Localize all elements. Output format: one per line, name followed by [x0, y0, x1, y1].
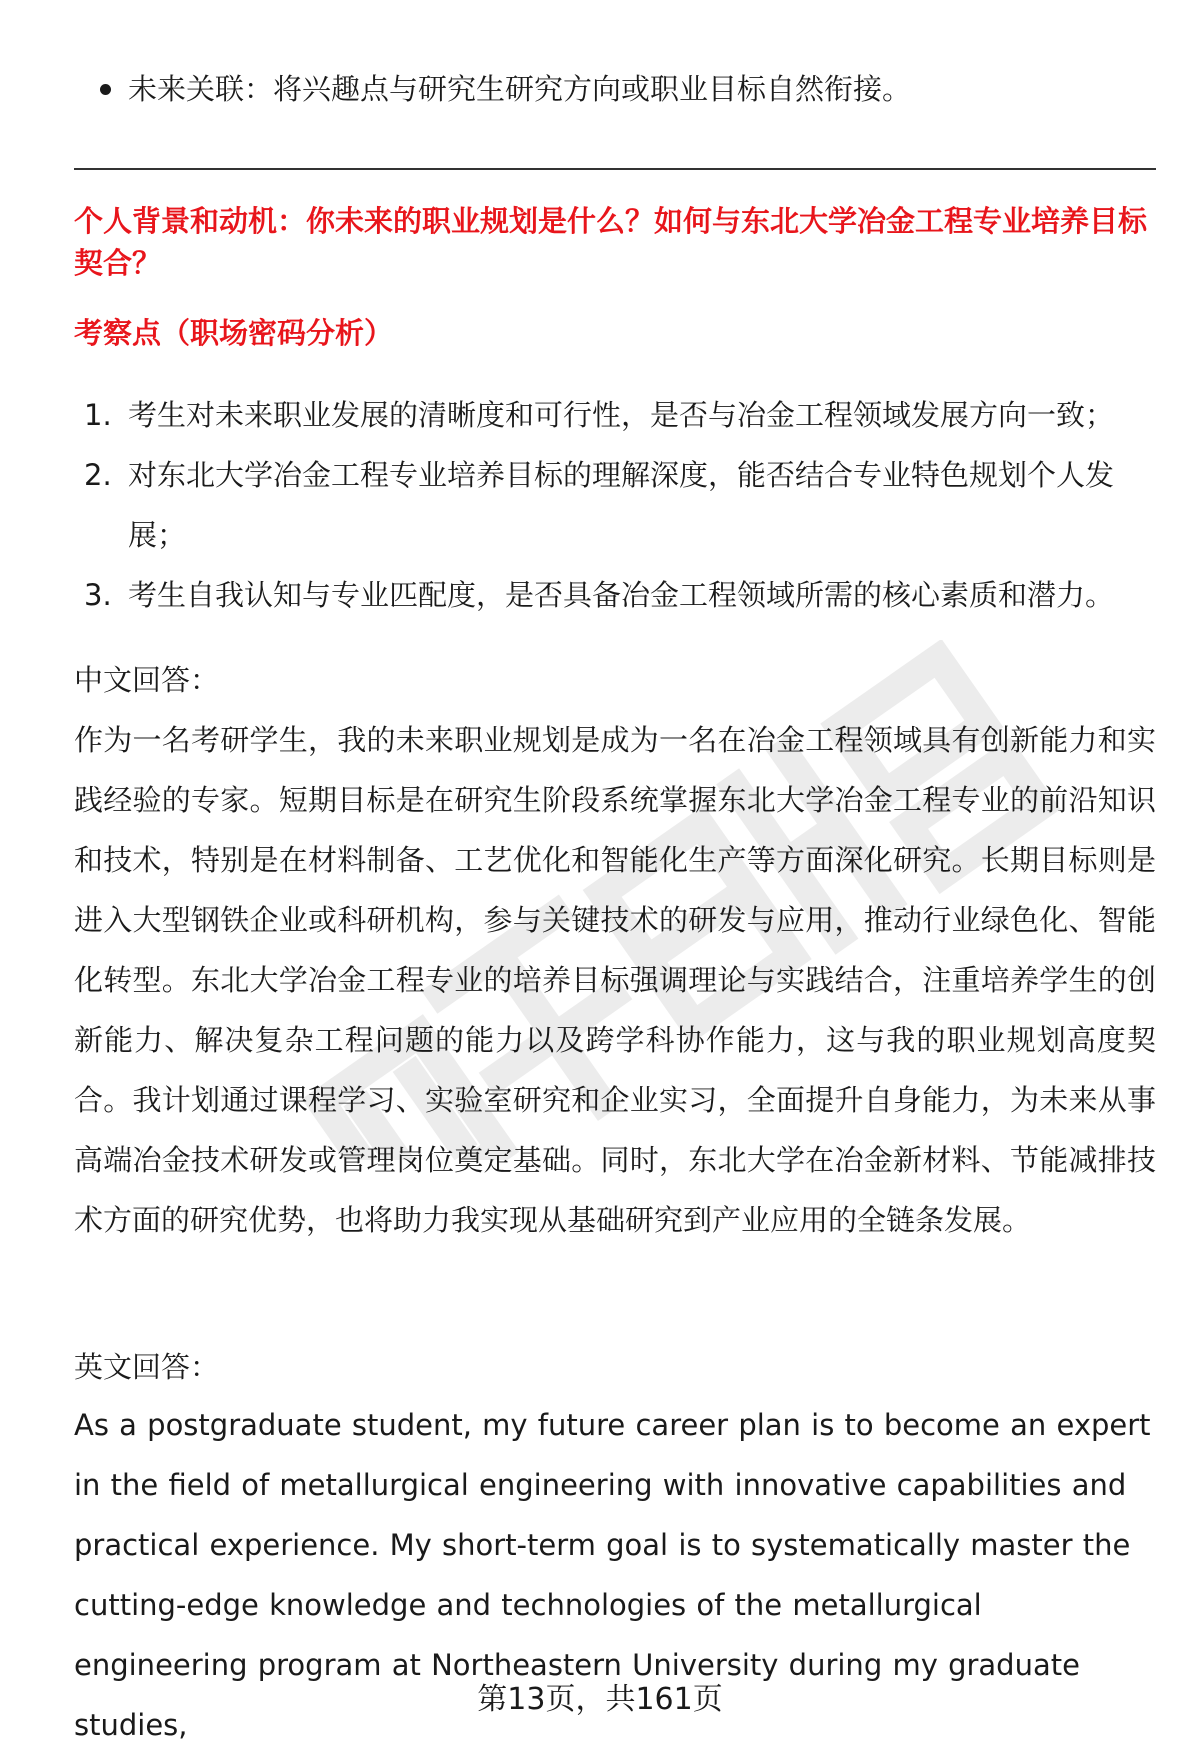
assessment-point-text: 考生自我认知与专业匹配度，是否具备冶金工程领域所需的核心素质和潜力。 — [128, 578, 1115, 612]
assessment-points-heading: 考察点（职场密码分析） — [74, 316, 394, 350]
english-answer-label: 英文回答： — [74, 1350, 220, 1384]
assessment-point-3 — [74, 565, 1156, 625]
bullet-item — [74, 64, 1156, 114]
english-answer-body: As a postgraduate student, my future career plan is to become an expert in the field of metallurgical engineering with innovative capabilities and practical experience. My short-term goal is to systematically master the cutting-edge knowledge and technologies of the metallurgical engineering program at Northeastern University during my graduate studies, — [74, 1408, 1151, 1742]
page-footer: 第13页，共161页 — [477, 1682, 723, 1717]
assessment-point-text: 对东北大学冶金工程专业培养目标的理解深度，能否结合专业特色规划个人发展； — [128, 458, 1115, 552]
list-marker: 3. — [84, 578, 112, 612]
list-marker: 1. — [84, 398, 112, 432]
bullet-text: 未来关联：将兴趣点与研究生研究方向或职业目标自然衔接。 — [128, 72, 912, 106]
chinese-answer-label: 中文回答： — [74, 663, 220, 697]
horizontal-divider — [74, 168, 1156, 170]
assessment-point-2 — [74, 445, 1156, 565]
bullet-dot-icon — [100, 84, 111, 95]
bullet-list — [74, 64, 1156, 114]
assessment-point-text: 考生对未来职业发展的清晰度和可行性，是否与冶金工程领域发展方向一致； — [128, 398, 1115, 432]
assessment-points-list — [74, 385, 1156, 625]
question-heading: 个人背景和动机：你未来的职业规划是什么？如何与东北大学冶金工程专业培养目标契合？ — [74, 204, 1148, 280]
chinese-answer-body: 作为一名考研学生，我的未来职业规划是成为一名在冶金工程领域具有创新能力和实践经验的专家。短期目标是在研究生阶段系统掌握东北大学冶金工程专业的前沿知识和技术，特别是在材料制备、工艺优化和智能化生产等方面深化研究。长期目标则是进入大型钢铁企业或科研机构，参与关键技术的研发与应用，推动行业绿色化、智能化转型。东北大学冶金工程专业的培养目标强调理论与实践结合，注重培养学生的创新能力、解决复杂工程问题的能力以及跨学科协作能力，这与我的职业规划高度契合。我计划通过课程学习、实验室研究和企业实习，全面提升自身能力，为未来从事高端冶金技术研发或管理岗位奠定基础。同时，东北大学在冶金新材料、节能减排技术方面的研究优势，也将助力我实现从基础研究到产业应用的全链条发展。 — [74, 723, 1156, 1237]
assessment-point-1 — [74, 385, 1156, 445]
list-marker: 2. — [84, 458, 112, 492]
